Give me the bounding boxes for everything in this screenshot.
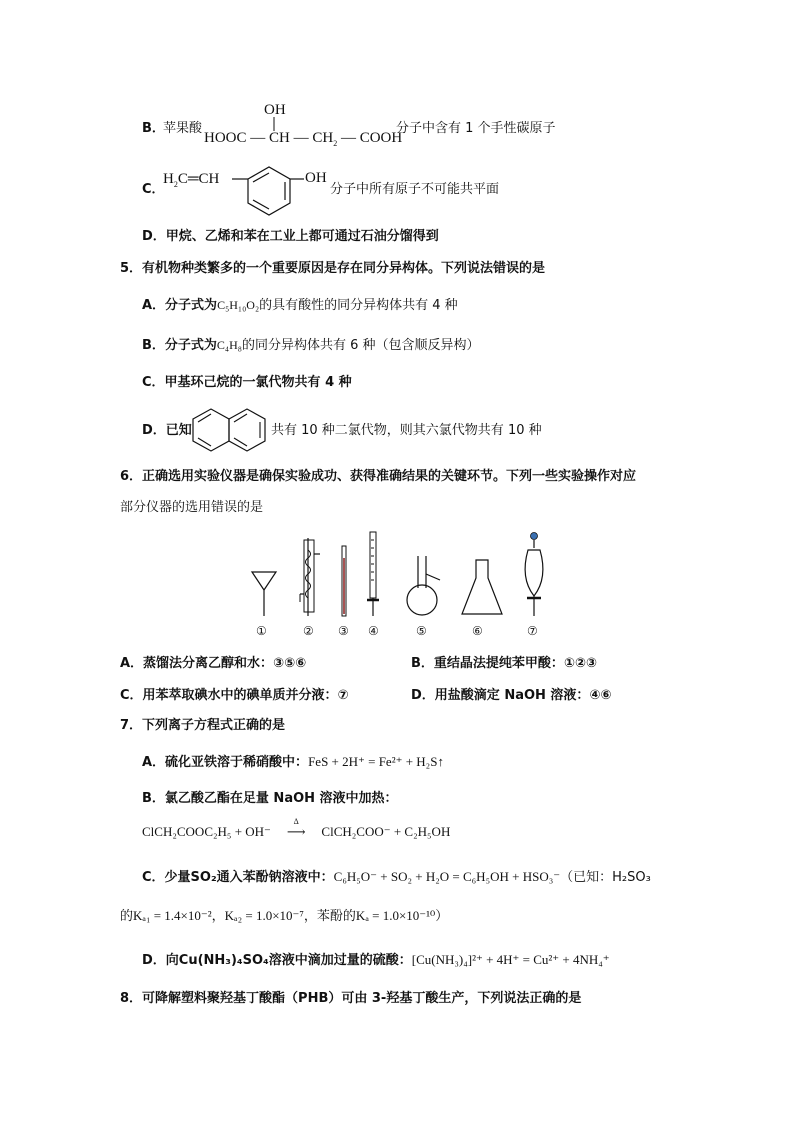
q5-d-prefix: D．已知	[142, 423, 192, 438]
vinyl-ch: CH	[198, 171, 220, 187]
q5-b-formula: C₄H₈	[216, 338, 242, 352]
q7-b-eq-right: ClCH₂COO⁻ + C₂H₅OH	[321, 824, 451, 839]
q4-option-b-label: 苹果酸	[163, 121, 203, 136]
malic-ch2: CH	[312, 130, 334, 146]
lab-apparatus-figure	[240, 528, 560, 640]
benzene-ring-structure	[232, 158, 312, 218]
q6-option-a: A．蒸馏法分离乙醇和水：③⑤⑥	[120, 656, 307, 671]
q7-b-equation	[142, 817, 451, 839]
q7-option-d	[142, 953, 610, 967]
heat-arrow: Δ ⟶	[274, 825, 318, 838]
separatory-funnel-icon	[525, 533, 543, 617]
q7-b-eq-left: ClCH₂COOC₂H₅ + OH⁻	[142, 824, 271, 839]
vinyl-h: H	[163, 171, 174, 187]
q6-stem-line1: 6．正确选用实验仪器是确保实验成功、获得准确结果的关键环节。下列一些实验操作对应	[120, 469, 637, 484]
vinyl-h-sub: 2	[173, 180, 178, 189]
apparatus-label-4: ④	[368, 624, 379, 638]
q7-c-text: C．少量SO₂通入苯酚钠溶液中：	[142, 870, 334, 885]
malic-ch2-sub: 2	[333, 139, 338, 148]
q7-c-equation: C₆H₅O⁻ + SO₂ + H₂O = C₆H₅OH + HSO₃⁻	[333, 869, 561, 884]
malic-cooh: COOH	[359, 130, 403, 146]
naphthalene-structure	[190, 407, 272, 453]
q7-option-c	[142, 870, 651, 884]
q7-d-equation: [Cu(NH₃)₄]²⁺ + 4H⁺ = Cu²⁺ + 4NH₄⁺	[411, 952, 610, 967]
q5-option-c	[142, 376, 352, 389]
q5-a-prefix: A．分子式为	[142, 298, 218, 313]
q6-option-d: D．用盐酸滴定 NaOH 溶液：④⑥	[411, 688, 612, 703]
q5-d-suffix: 共有 10 种二氯代物，则其六氯代物共有 10 种	[271, 423, 542, 438]
q4-option-c-text: 分子中所有原子不可能共平面	[330, 182, 500, 197]
q5-b-suffix: 的同分异构体共有 6 种（包含顺反异构）	[241, 338, 480, 353]
q5-a-formula: C₅H₁₀O₂	[217, 298, 260, 312]
q8-stem: 8．可降解塑料聚羟基丁酸酯（PHB）可由 3-羟基丁酸生产，下列说法正确的是	[120, 991, 582, 1006]
q4-option-b-text: 分子中含有 1 个手性碳原子	[396, 121, 556, 136]
q5-a-suffix: 的具有酸性的同分异构体共有 4 种	[259, 298, 458, 313]
q6-option-c: C．用苯萃取碘水中的碘单质并分液：⑦	[120, 688, 349, 703]
phenol-oh: OH	[305, 170, 327, 186]
q6-stem-line2: 部分仪器的选用错误的是	[120, 500, 264, 515]
apparatus-label-6: ⑥	[472, 624, 483, 638]
q7-option-a	[142, 755, 444, 769]
q7-stem: 7．下列离子方程式正确的是	[120, 718, 286, 733]
q5-b-prefix: B．分子式为	[142, 338, 217, 353]
q7-c-note: （已知：H₂SO₃	[560, 870, 651, 885]
apparatus-label-3: ③	[338, 624, 349, 638]
malic-hooc: HOOC	[204, 130, 247, 146]
funnel-icon	[252, 572, 276, 616]
q4-option-b-letter: B．	[142, 121, 165, 136]
vinyl-c: C	[177, 171, 188, 187]
apparatus-label-5: ⑤	[416, 624, 427, 638]
q7-option-b-text: B．氯乙酸乙酯在足量 NaOH 溶液中加热：	[142, 791, 398, 806]
conical-flask-icon	[462, 560, 502, 614]
malic-formula: HOOC ― CH ― $CH_2$ ― COOH	[204, 130, 403, 148]
q7-c-line2: 的Kₐ₁ = 1.4×10⁻²，Kₐ₂ = 1.0×10⁻⁷，苯酚的Kₐ = 1.0×10⁻¹⁰）	[120, 908, 449, 923]
q6-option-b: B．重结晶法提纯苯甲酸：①②③	[411, 656, 597, 671]
q7-d-text: D．向Cu(NH₃)₄SO₄溶液中滴加过量的硫酸：	[142, 953, 412, 968]
q4-option-d: D．甲烷、乙烯和苯在工业上都可通过石油分馏得到	[142, 229, 439, 244]
apparatus-label-7: ⑦	[527, 624, 538, 638]
apparatus-label-2: ②	[303, 624, 314, 638]
q7-a-equation: FeS + 2H⁺ = Fe²⁺ + H₂S↑	[308, 754, 444, 769]
q5-stem: 5．有机物种类繁多的一个重要原因是存在同分异构体。下列说法错误的是	[120, 261, 546, 276]
vinyl-group: $H_2C═CH$	[163, 171, 220, 189]
heat-symbol: Δ	[293, 817, 299, 826]
q4-option-c-letter: C．	[142, 182, 165, 197]
malic-oh: OH	[264, 102, 286, 118]
thermometer-icon	[342, 546, 346, 616]
burette-icon	[367, 532, 379, 616]
q5-option-b	[142, 339, 480, 352]
malic-oh-bond	[272, 117, 276, 131]
malic-ch: CH	[269, 130, 290, 146]
q5-option-a	[142, 299, 458, 312]
distillation-flask-icon	[407, 556, 440, 615]
apparatus-label-1: ①	[256, 624, 267, 638]
condenser-icon	[300, 538, 320, 616]
q5-c-text: C．甲基环己烷的一氯代物共有 4 种	[142, 375, 352, 390]
q7-a-text: A．硫化亚铁溶于稀硝酸中：	[142, 755, 309, 770]
